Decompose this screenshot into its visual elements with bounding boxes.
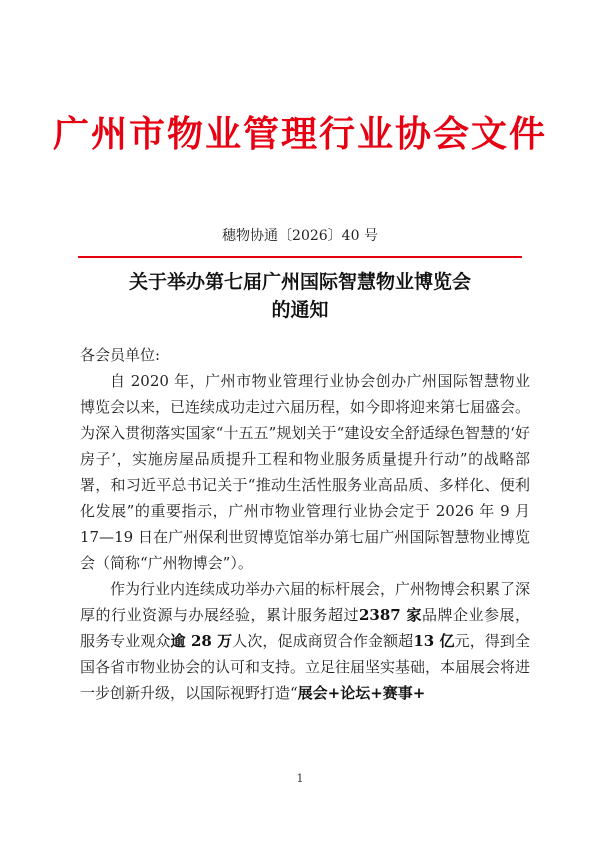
organization-header-title: 广州市物业管理行业协会文件 (52, 113, 547, 155)
notice-title-line-1: 关于举办第七届广州国际智慧物业博览会 (128, 271, 471, 293)
event-format-highlight: 展会+论坛+赛事+ (297, 684, 426, 702)
body-paragraph-2 (80, 576, 530, 706)
paragraph-2-text-a: 作为行业内连续成功举办六届的标杆展会，广州物博会积累了深厚的行业资源与办展经验，累计服务超过 (80, 580, 531, 624)
page-number: 1 (296, 772, 304, 785)
salutation: 各会员单位: (80, 346, 161, 364)
paragraph-2-text-e: 元，得到全国各省市物业协会的认可和支持。立足往届坚实基础，本届展会将进一步创新升级，以国际视野打造“ (80, 632, 531, 702)
red-divider-line (78, 256, 522, 258)
notice-title-line-2: 的通知 (271, 299, 329, 321)
notice-title (0, 268, 600, 324)
stat-visitors: 逾 28 万 (170, 632, 233, 650)
notice-body (80, 342, 530, 706)
body-paragraph-1: 自 2020 年，广州市物业管理行业协会创办广州国际智慧物业博览会以来，已连续成功走过六届历程，如今即将迎来第七届盛会。为深入贯彻落实国家“十五五”规划关于“建设安全舒适绿色智慧的‘好房子’，实施房屋品质提升工程和物业服务质量提升行动”的战略部署，和习近平总书记关于“推动生活性服务业高品质、多样化、便利化发展”的重要指示，广州市物业管理行业协会定于 2026 年 9 月 17—19 日在广州保利世贸博览馆举办第七届广州国际智慧物业博览会（简称“广州物博会”）。 (80, 372, 531, 572)
paragraph-2-text-d: 人次，促成商贸合作金额超 (232, 632, 414, 650)
document-number: 穗物协通〔2026〕40 号 (222, 228, 378, 244)
stat-trade-amount: 13 亿 (413, 632, 455, 650)
stat-exhibitors: 2387 家 (359, 606, 422, 624)
paragraph-2-text-c: 品牌企业参展，服务专业观众 (80, 606, 530, 650)
